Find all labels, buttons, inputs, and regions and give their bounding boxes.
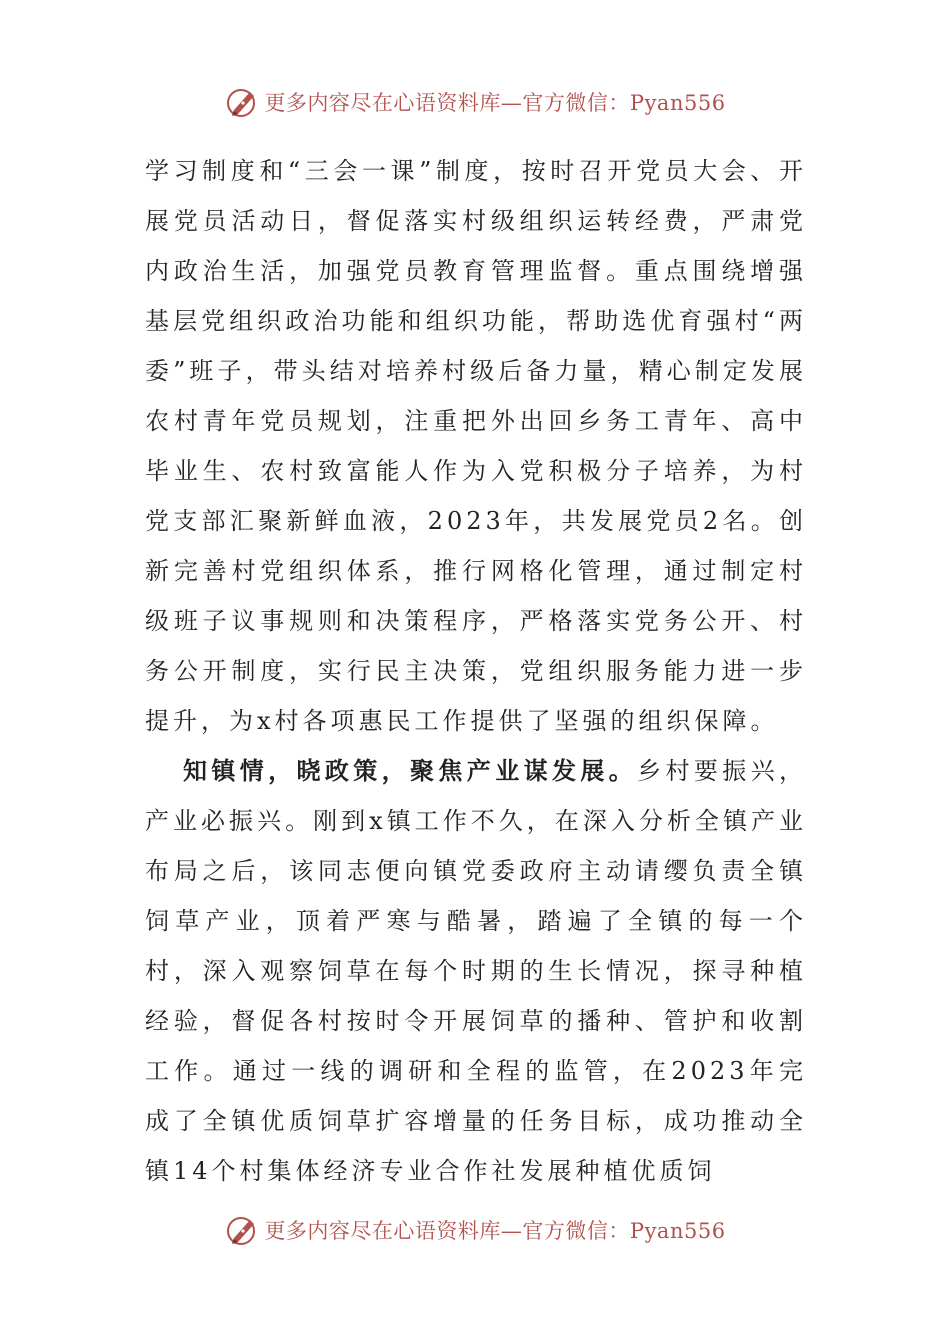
paragraph-2 bbox=[145, 746, 807, 1196]
document-body bbox=[145, 146, 807, 1196]
paragraph-2-lead: 知镇情，晓政策，聚焦产业谋发展。 bbox=[183, 756, 638, 785]
footer-banner bbox=[0, 1208, 950, 1252]
pen-nib-logo-icon bbox=[224, 1212, 260, 1248]
pen-nib-logo-icon bbox=[224, 84, 260, 120]
header-banner-text: 更多内容尽在心语资料库—官方微信：Pyan556 bbox=[264, 91, 726, 115]
paragraph-1: 学习制度和“三会一课”制度，按时召开党员大会、开展党员活动日，督促落实村级组织运转经费，严肃党内政治生活，加强党员教育管理监督。重点围绕增强基层党组织政治功能和组织功能，帮助选优育强村“两委”班子，带头结对培养村级后备力量，精心制定发展农村青年党员规划，注重把外出回乡务工青年、高中毕业生、农村致富能人作为入党积极分子培养，为村党支部汇聚新鲜血液，2023年，共发展党员2名。创新完善村党组织体系，推行网格化管理，通过制定村级班子议事规则和决策程序，严格落实党务公开、村务公开制度，实行民主决策，党组织服务能力进一步提升，为x村各项惠民工作提供了坚强的组织保障。 bbox=[145, 157, 807, 735]
header-banner bbox=[0, 80, 950, 124]
footer-banner-text: 更多内容尽在心语资料库—官方微信：Pyan556 bbox=[264, 1219, 726, 1243]
paragraph-2-text: 乡村要振兴，产业必振兴。刚到x镇工作不久，在深入分析全镇产业布局之后，该同志便向镇党委政府主动请缨负责全镇饲草产业，顶着严寒与酷暑，踏遍了全镇的每一个村，深入观察饲草在每个时期的生长情况，探寻种植经验，督促各村按时令开展饲草的播种、管护和收割工作。通过一线的调研和全程的监管，在2023年完成了全镇优质饲草扩容增量的任务目标，成功推动全镇14个村集体经济专业合作社发展种植优质饲 bbox=[145, 757, 808, 1185]
